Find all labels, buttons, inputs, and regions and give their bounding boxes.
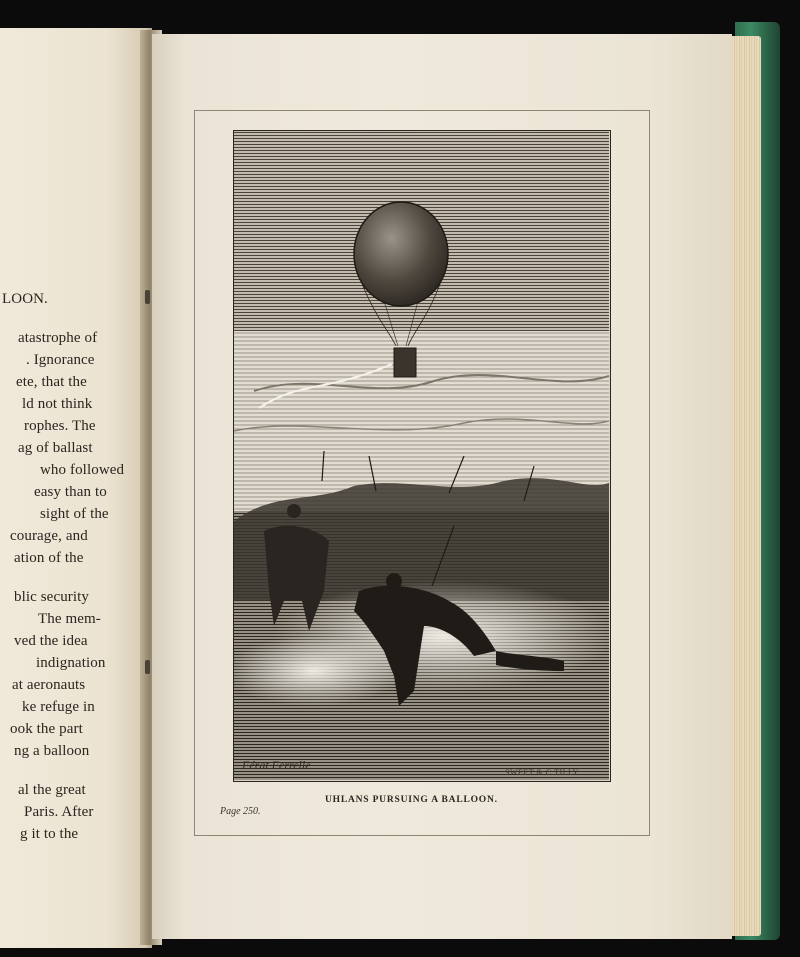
left-text-line: al the great (18, 782, 86, 798)
left-text-line: g it to the (20, 826, 79, 842)
left-page-text (0, 0, 152, 957)
binding-stitch (145, 660, 150, 674)
left-text-line: who followed (40, 462, 125, 478)
artist-signature: Férat Ferrelle (242, 758, 311, 772)
left-text-line: ete, that the (16, 374, 87, 390)
plate-caption: UHLANS PURSUING A BALLOON. (325, 795, 498, 805)
left-text-line: atastrophe of (18, 330, 98, 346)
left-text-line: The mem- (38, 611, 101, 627)
left-text-line: ved the idea (14, 633, 88, 649)
left-text-line: blic security (14, 589, 90, 605)
engraving-illustration (233, 130, 611, 782)
engraver-signature: SWEET & C.TILLY (505, 768, 579, 777)
left-text-line: ke refuge in (22, 699, 95, 715)
left-text-line: indignation (36, 655, 106, 671)
left-text-line: Paris. After (24, 804, 94, 820)
left-text-line: ld not think (22, 396, 93, 412)
binding-stitch (145, 290, 150, 304)
left-text-line: ag of ballast (18, 440, 93, 456)
engraving-art (234, 131, 609, 780)
left-text-line: at aeronauts (12, 677, 86, 693)
left-text-line: . Ignorance (26, 352, 95, 368)
left-text-line: courage, and (10, 528, 88, 544)
left-text-line: ng a balloon (14, 743, 90, 759)
left-text-line: ation of the (14, 550, 84, 566)
left-text-line: LOON. (2, 291, 48, 307)
left-text-line: easy than to (34, 484, 107, 500)
left-text-line: rophes. The (24, 418, 96, 434)
left-text-line: sight of the (40, 506, 109, 522)
left-text-line: ook the part (10, 721, 83, 737)
page-reference: Page 250. (220, 806, 261, 817)
